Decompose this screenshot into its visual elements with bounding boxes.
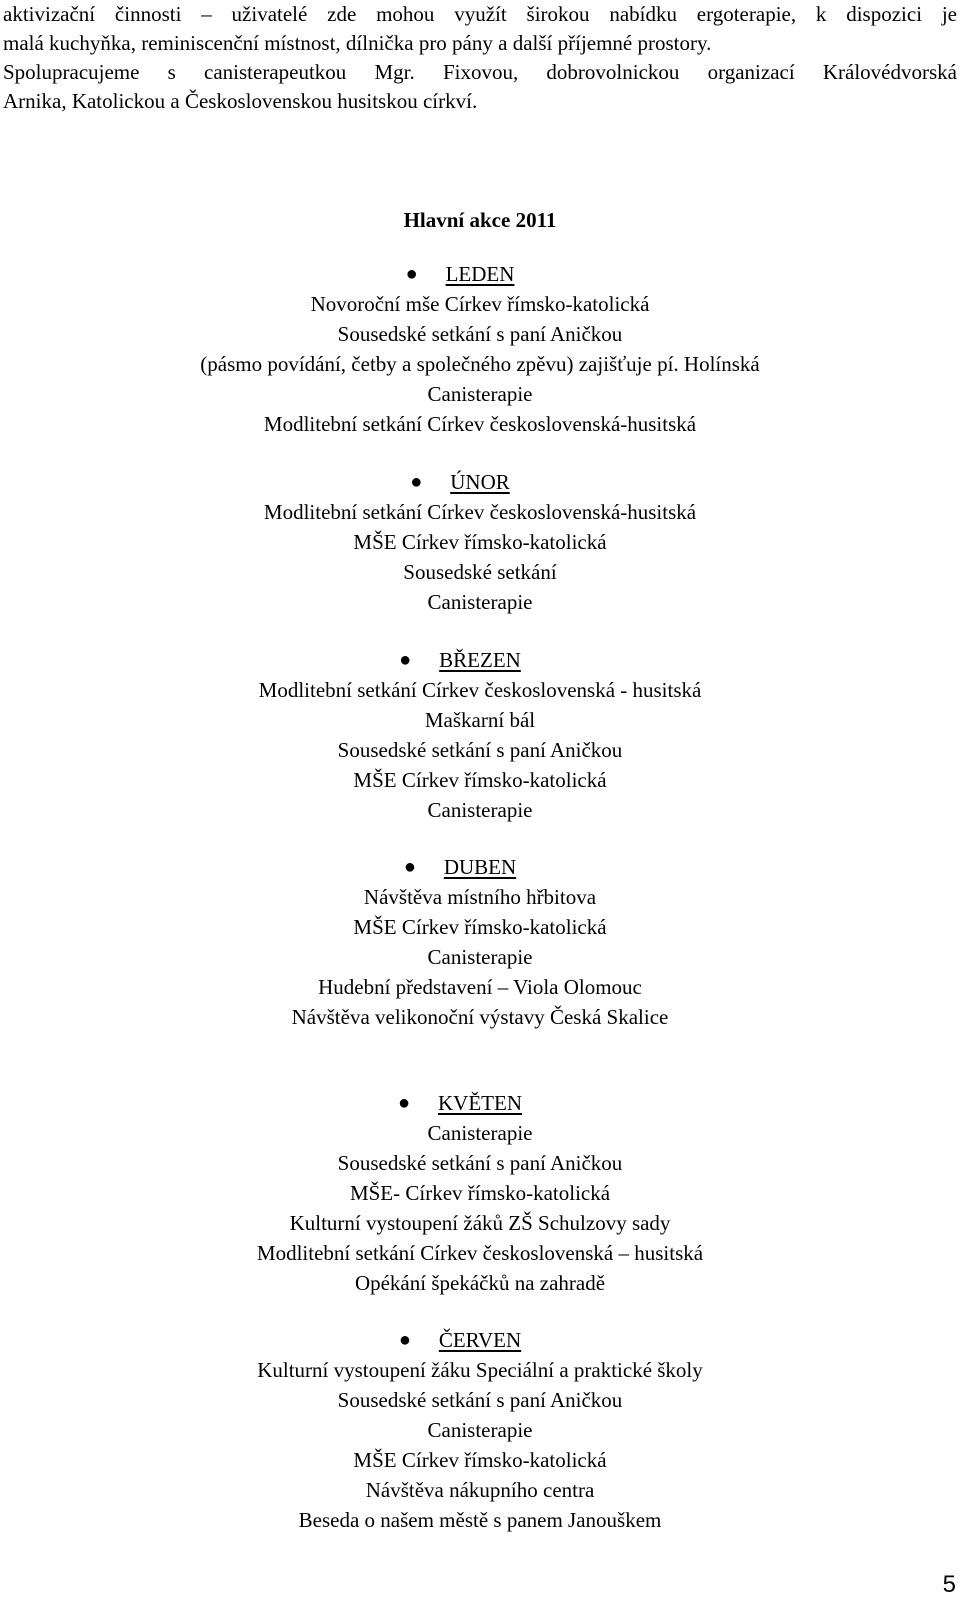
event-item: Canisterapie [427,590,533,614]
month-section-duben [0,852,960,1032]
intro-paragraph [3,0,957,116]
bullet-icon: ● [398,1329,411,1351]
bullet-icon: ● [399,649,412,671]
month-section-unor [0,467,960,617]
month-title-text: DUBEN [443,855,517,879]
event-item: Modlitební setkání Církev československá-husitská [263,412,697,436]
event-item: Maškarní bál [424,708,536,732]
month-title [410,467,510,497]
bullet-icon: ● [405,263,418,285]
bullet-icon: ● [410,471,423,493]
event-item: MŠE Církev římsko-katolická [353,915,607,939]
event-item: Sousedské setkání s paní Aničkou [337,322,623,346]
event-item: Novoroční mše Církev římsko-katolická [310,292,650,316]
event-item: Hudební představení – Viola Olomouc [318,975,642,999]
event-item: Kulturní vystoupení žáku Speciální a praktické školy [257,1358,703,1382]
bullet-icon: ● [398,1092,411,1114]
event-item: MŠE Církev římsko-katolická [353,768,607,792]
month-title [399,645,521,675]
month-title-text: KVĚTEN [438,1091,522,1115]
month-title-text: ČERVEN [438,1328,522,1352]
event-item: Sousedské setkání s paní Aničkou [337,738,623,762]
event-item: Opékání špekáčků na zahradě [354,1271,606,1295]
month-title-text: BŘEZEN [439,648,521,672]
month-section-leden [0,259,960,439]
event-item: Modlitební setkání Církev československá - husitská [258,678,702,702]
event-item: Návštěva místního hřbitova [363,885,597,909]
event-item: Canisterapie [427,1121,533,1145]
event-item: MŠE- Církev římsko-katolická [349,1181,611,1205]
month-title [398,1325,522,1355]
bullet-icon: ● [403,856,416,878]
event-item: Kulturní vystoupení žáků ZŠ Schulzovy sady [289,1211,671,1235]
event-item: Canisterapie [427,945,533,969]
event-item: Modlitební setkání Církev československá-husitská [263,500,697,524]
month-title [405,259,515,289]
intro-line: Arnika, Katolickou a Československou husitskou církví. [3,89,478,113]
event-item: MŠE Církev římsko-katolická [353,530,607,554]
page-number: 5 [942,1571,956,1598]
month-section-brezen [0,645,960,825]
month-title-text: LEDEN [445,262,515,286]
event-item: Návštěva nákupního centra [365,1478,595,1502]
main-events-heading: Hlavní akce 2011 [403,208,557,232]
event-item: Canisterapie [427,1418,533,1442]
month-title [403,852,517,882]
event-item: Sousedské setkání [403,560,557,584]
month-section-cerven [0,1325,960,1535]
event-item: Sousedské setkání s paní Aničkou [337,1151,623,1175]
month-section-kveten [0,1088,960,1298]
intro-line: Spolupracujeme s canisterapeutkou Mgr. Fixovou, dobrovolnickou organizací Královédvorská [3,60,957,84]
event-item: Sousedské setkání s paní Aničkou [337,1388,623,1412]
month-title [398,1088,522,1118]
intro-line: malá kuchyňka, reminiscenční místnost, dílnička pro pány a další příjemné prostory. [3,31,712,55]
event-item: (pásmo povídání, četby a společného zpěvu) zajišťuje pí. Holínská [200,352,760,376]
event-item: Canisterapie [427,798,533,822]
event-item: Beseda o našem městě s panem Janouškem [298,1508,662,1532]
event-item: Modlitební setkání Církev československá – husitská [256,1241,704,1265]
month-title-text: ÚNOR [450,470,510,494]
intro-line: aktivizační činnosti – uživatelé zde mohou využít širokou nabídku ergoterapie, k dispozici je [3,2,957,26]
event-item: Canisterapie [427,382,533,406]
event-item: Návštěva velikonoční výstavy Česká Skalice [291,1005,669,1029]
event-item: MŠE Církev římsko-katolická [353,1448,607,1472]
